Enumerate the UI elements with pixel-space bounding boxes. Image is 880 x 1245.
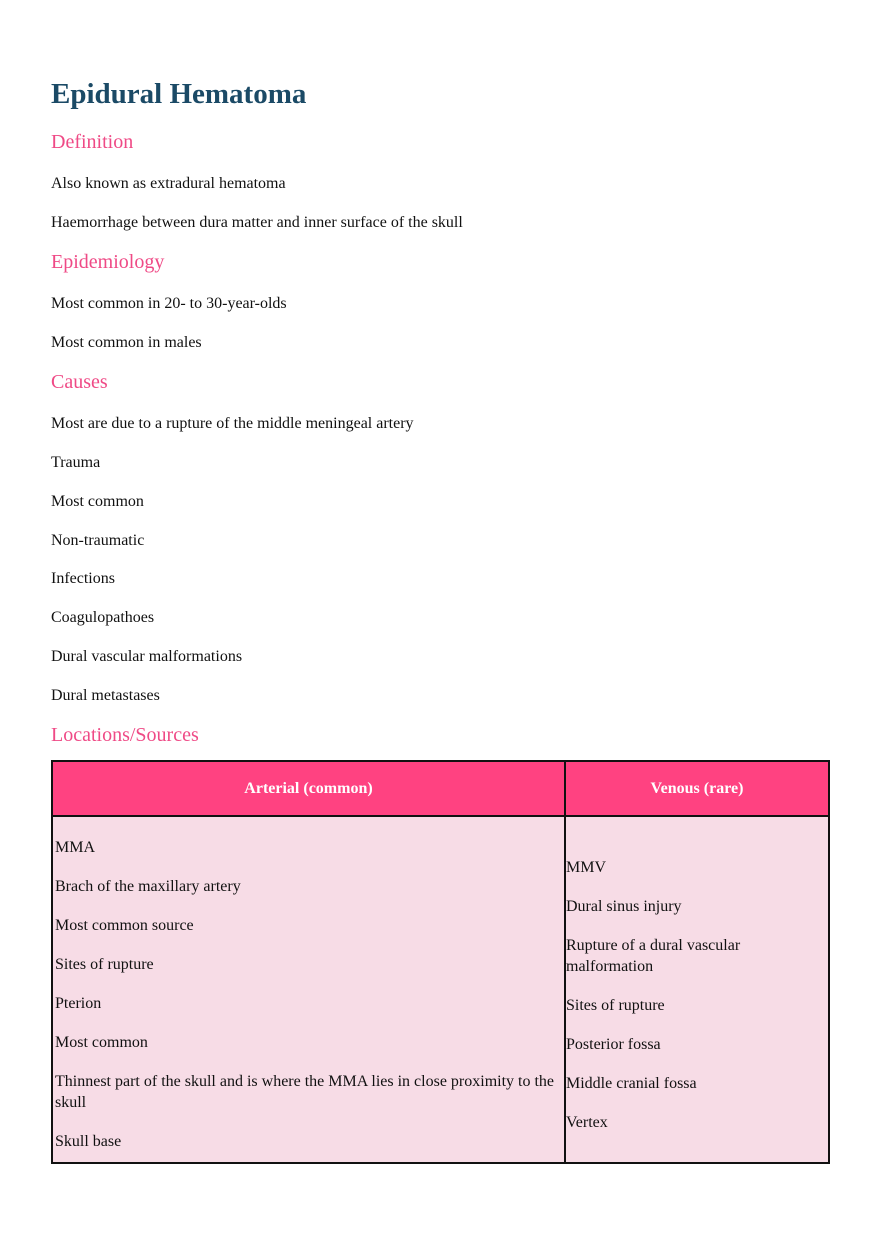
venous-item: Posterior fossa	[566, 1036, 661, 1053]
table-header-arterial: Arterial (common)	[244, 779, 373, 797]
causes-item: Most are due to a rupture of the middle meningeal artery	[51, 415, 414, 432]
definition-item: Also known as extradural hematoma	[51, 175, 286, 192]
arterial-item: Thinnest part of the skull and is where the MMA lies in close proximity to the skull	[55, 1073, 555, 1111]
arterial-cell	[55, 837, 555, 1152]
causes-item: Most common	[51, 493, 144, 510]
venous-item: MMV	[566, 859, 607, 876]
arterial-item: Most common	[55, 1034, 148, 1051]
arterial-item: Most common source	[55, 917, 194, 934]
arterial-item: Pterion	[55, 995, 102, 1012]
venous-item: Middle cranial fossa	[566, 1075, 697, 1092]
epidemiology-item: Most common in males	[51, 334, 202, 351]
venous-item: Vertex	[566, 1114, 608, 1131]
causes-item: Infections	[51, 570, 115, 587]
venous-item: Sites of rupture	[566, 997, 665, 1014]
section-heading-locations: Locations/Sources	[51, 724, 199, 746]
section-heading-epidemiology: Epidemiology	[51, 251, 165, 273]
causes-item: Trauma	[51, 454, 101, 471]
section-heading-definition: Definition	[51, 131, 134, 153]
causes-item: Non-traumatic	[51, 532, 145, 549]
causes-item: Coagulopathoes	[51, 609, 155, 626]
arterial-item: Sites of rupture	[55, 956, 154, 973]
locations-table	[51, 760, 830, 1164]
page-title: Epidural Hematoma	[51, 78, 307, 110]
section-heading-causes: Causes	[51, 371, 108, 393]
venous-item: Dural sinus injury	[566, 898, 682, 915]
venous-item: Rupture of a dural vascular malformation	[566, 937, 741, 975]
causes-item: Dural vascular malformations	[51, 648, 243, 665]
arterial-item: Skull base	[55, 1133, 122, 1150]
venous-cell	[566, 857, 821, 1133]
table-header-row	[53, 762, 828, 817]
epidemiology-item: Most common in 20- to 30-year-olds	[51, 295, 287, 312]
table-header-venous: Venous (rare)	[650, 779, 744, 797]
causes-item: Dural metastases	[51, 687, 160, 704]
definition-item: Haemorrhage between dura matter and inner surface of the skull	[51, 214, 463, 231]
arterial-item: Brach of the maxillary artery	[55, 878, 241, 895]
arterial-item: MMA	[55, 839, 96, 856]
